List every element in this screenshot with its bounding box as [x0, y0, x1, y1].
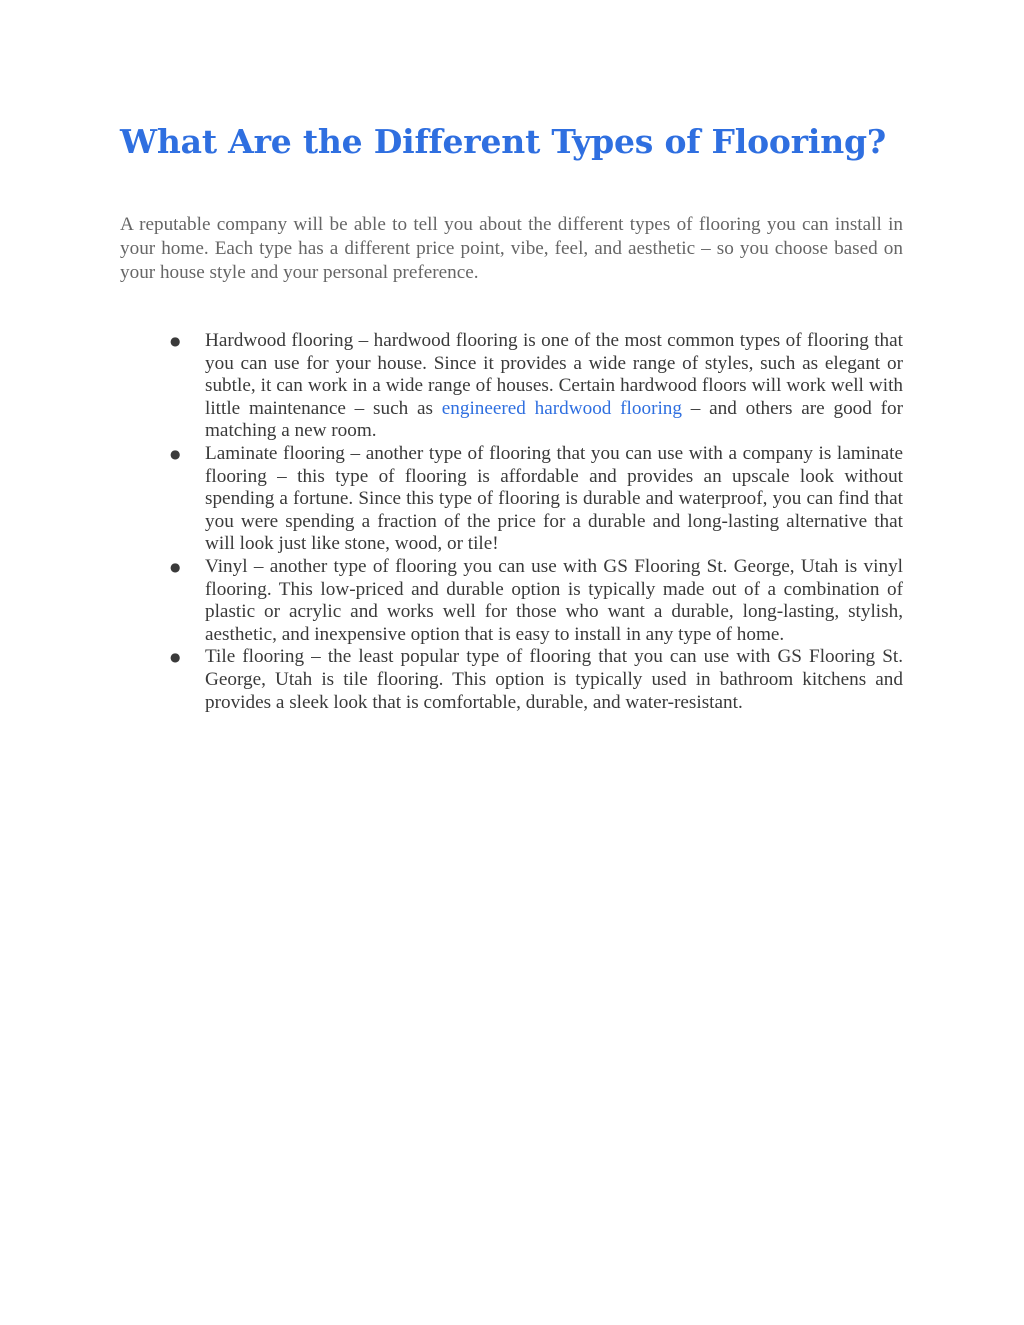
list-item-vinyl: [170, 556, 903, 646]
bullet-icon: ●: [170, 334, 181, 348]
flooring-types-list: [170, 330, 903, 714]
list-item-tile: [170, 646, 903, 714]
list-item-text: Vinyl – another type of flooring you can use with GS Flooring St. George, Utah is vinyl flooring. This low-priced and durable option is typically made out of a combination of plastic or acrylic and works well for those who want a durable, long-lasting, stylish, aesthetic, and inexpensive option that is easy to install in any type of home.: [205, 555, 903, 645]
list-item-laminate: [170, 443, 903, 556]
bullet-icon: ●: [170, 559, 181, 574]
list-item-hardwood: [170, 330, 903, 443]
bullet-icon: ●: [170, 650, 181, 665]
list-item-text: Tile flooring – the least popular type of flooring that you can use with GS Flooring St. George, Utah is tile flooring. This option is typically used in bathroom kitchens and provides a sleek look that is comfortable, durable, and water-resistant.: [205, 646, 903, 713]
bullet-icon: ●: [170, 446, 181, 461]
page-title: What Are the Different Types of Flooring?: [120, 122, 887, 161]
engineered-hardwood-link[interactable]: engineered hardwood flooring: [441, 397, 682, 419]
list-item-text: Laminate flooring – another type of flooring that you can use with a company is laminate flooring – this type of flooring is affordable and provides an upscale look without spending a fortune. Since this type of flooring is durable and waterproof, you can find that you were spending a fraction of the price for a durable and long-lasting alternative that will look just like stone, wood, or tile!: [205, 442, 903, 555]
list-item-text: Hardwood flooring – hardwood flooring is one of the most common types of flooring that you can use for your house. Since it provides a wide range of styles, such as elegant or subtle, it can work in a wide range of houses. Certain hardwood floors will work well with little maintenance – such as: [205, 330, 903, 419]
list-item-text: – and others are good for matching a new room.: [205, 397, 903, 442]
intro-paragraph: A reputable company will be able to tell you about the different types of flooring you can install in your home. Each type has a different price point, vibe, feel, and aesthetic – so you choose based on your house style and your personal preference.: [120, 214, 903, 283]
